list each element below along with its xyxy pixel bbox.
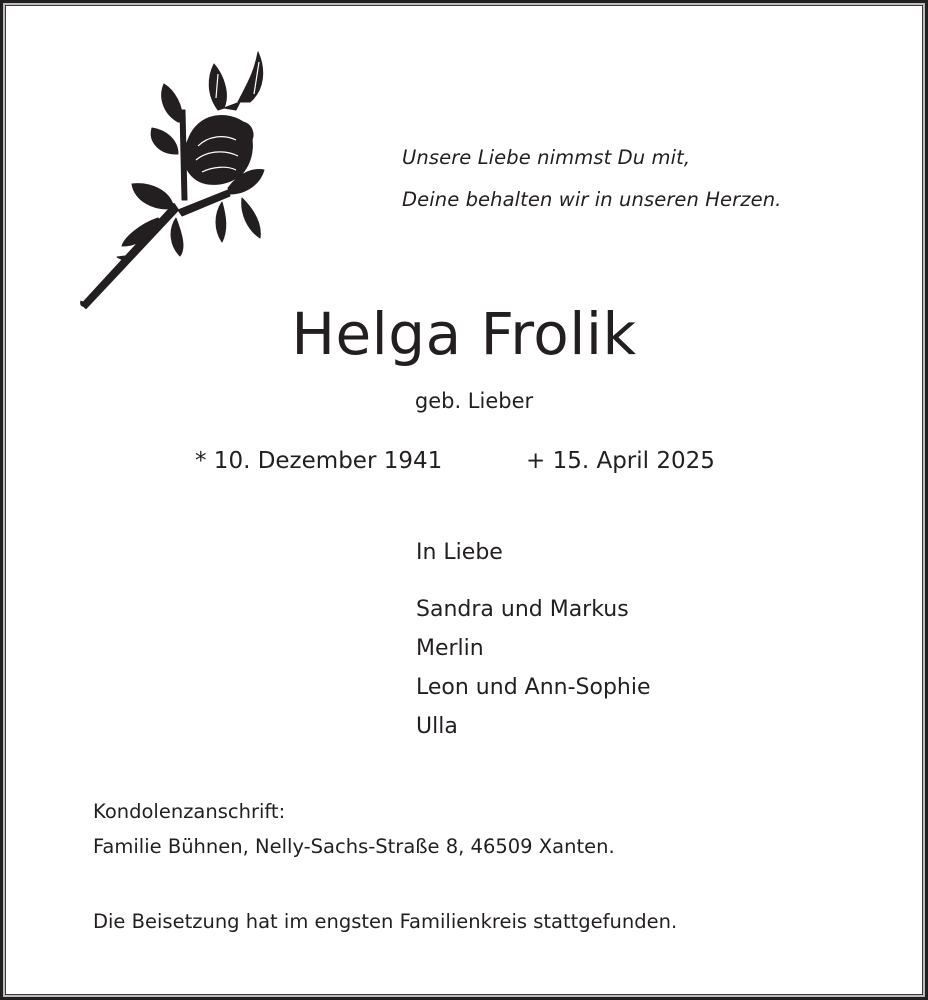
mourner-name: Sandra und Markus [416, 597, 629, 622]
condolence-address: Familie Bühnen, Nelly-Sachs-Straße 8, 46509 Xanten. [93, 835, 615, 858]
mourners-intro: In Liebe [416, 540, 503, 565]
motto-line-1: Unsere Liebe nimmst Du mit, [402, 146, 691, 169]
rose-icon [78, 50, 270, 312]
mourner-name: Ulla [416, 714, 458, 739]
death-date: + 15. April 2025 [526, 448, 715, 474]
birth-date: * 10. Dezember 1941 [195, 448, 443, 474]
motto-line-2: Deine behalten wir in unseren Herzen. [402, 188, 782, 211]
maiden-name: geb. Lieber [414, 389, 534, 413]
mourner-name: Leon und Ann-Sophie [416, 675, 651, 700]
deceased-name: Helga Frolik [291, 300, 637, 368]
condolence-label: Kondolenzanschrift: [93, 800, 286, 823]
burial-note: Die Beisetzung hat im engsten Familienkreis stattgefunden. [93, 910, 678, 933]
mourner-name: Merlin [416, 636, 484, 661]
